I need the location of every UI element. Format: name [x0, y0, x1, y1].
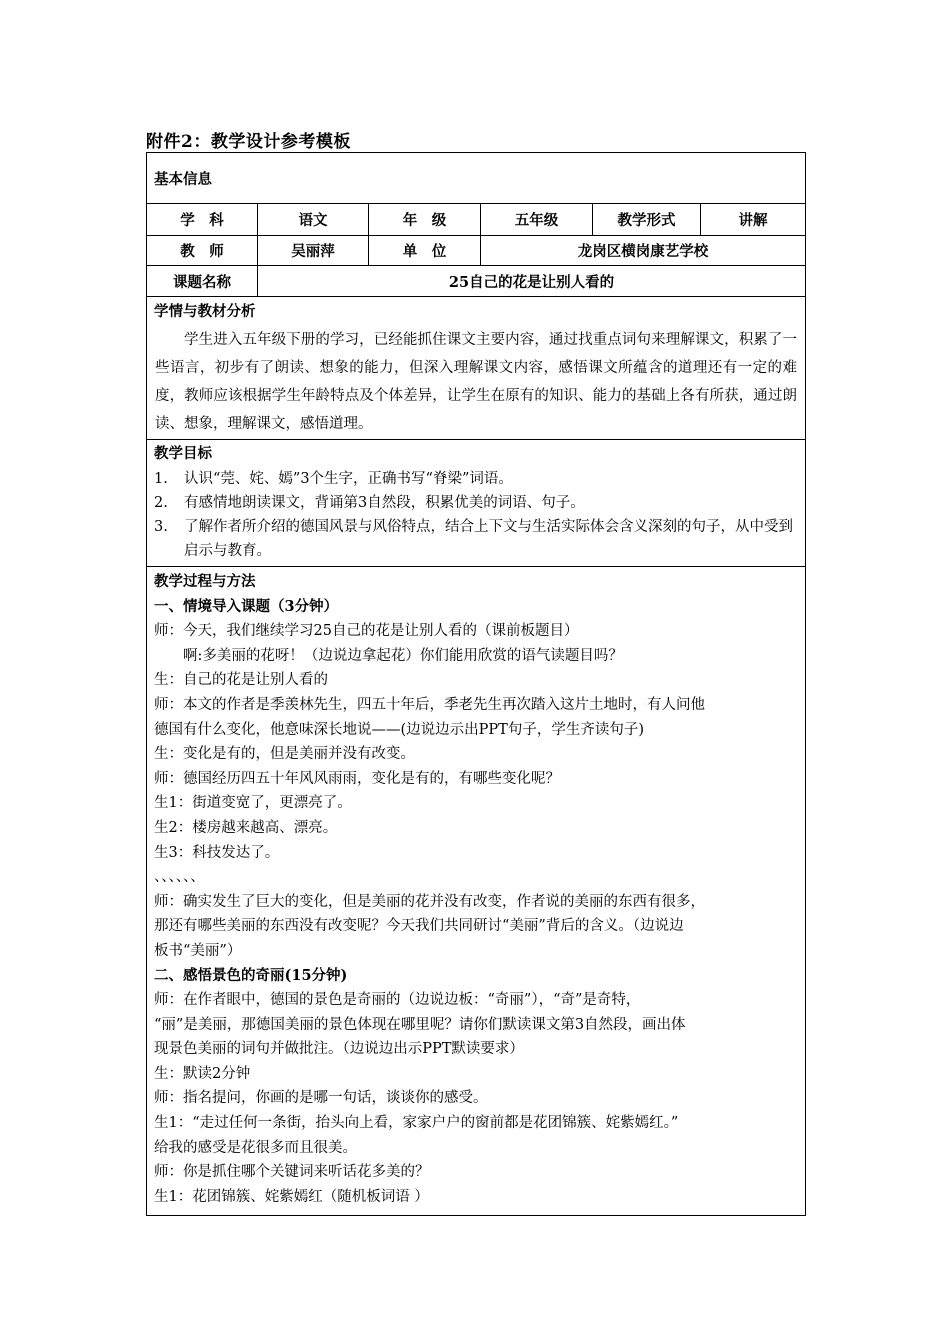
subject-value: 语文	[257, 204, 368, 235]
teacher-value: 吴丽萍	[257, 236, 368, 265]
objectives-heading: 教学目标	[154, 445, 212, 462]
grade-label: 年 级	[368, 204, 480, 235]
page-title: 附件2：教学设计参考模板	[146, 132, 351, 152]
process-line: 啊:多美丽的花呀！（边说边拿起花）你们能用欣赏的语气读题目吗？	[154, 647, 623, 664]
process-line: 生3：科技发达了。	[154, 844, 280, 861]
lesson-label: 课题名称	[173, 273, 231, 291]
objective-number: 3.	[154, 519, 168, 535]
objectives-section	[147, 439, 805, 566]
lesson-plan-table	[146, 152, 806, 1216]
process-line: 生2：楼房越来越高、漂亮。	[154, 819, 338, 836]
process-line: 生：默读2分钟	[154, 1065, 251, 1082]
objective-number: 2.	[154, 495, 168, 511]
process-subheading: 一、情境导入课题（3分钟）	[154, 597, 339, 615]
lesson-row	[147, 265, 805, 296]
form-label: 教学形式	[592, 204, 700, 235]
unit-label: 单 位	[368, 236, 480, 265]
process-line: 给我的感受是花很多而且很美。	[154, 1139, 357, 1156]
process-line: 德国有什么变化，他意味深长地说——(边说边示出PPT句子，学生齐读句子)	[154, 721, 644, 738]
process-section	[147, 566, 805, 1215]
unit-value: 龙岗区横岗康艺学校	[480, 236, 805, 265]
process-line: 生：变化是有的，但是美丽并没有改变。	[154, 746, 415, 763]
process-line: 师：今天，我们继续学习25自己的花是让别人看的（课前板题目）	[154, 623, 579, 640]
process-line: 现景色美丽的词句并做批注。（边说边出示PPT默读要求）	[154, 1041, 524, 1058]
basic-info-heading: 基本信息	[154, 170, 212, 188]
objective-item	[147, 467, 805, 491]
analysis-section	[147, 296, 805, 439]
process-line: 那还有哪些美丽的东西没有改变呢？今天我们共同研讨“美丽”背后的含义。（边说边	[154, 918, 684, 935]
objective-text: 有感情地朗读课文，背诵第3自然段，积累优美的词语、句子。	[184, 495, 585, 511]
subject-label: 学 科	[180, 212, 224, 229]
subject-row	[147, 203, 805, 235]
objectives-list	[147, 467, 805, 563]
process-subheading: 二、感悟景色的奇丽(15分钟)	[154, 966, 348, 984]
process-line: 生1：街道变宽了，更漂亮了。	[154, 795, 352, 812]
process-line: 、、、、、、	[154, 869, 205, 886]
basic-info-heading-row	[147, 153, 805, 203]
grade-value: 五年级	[480, 204, 592, 235]
analysis-heading: 学情与教材分析	[154, 303, 256, 320]
process-line: 师：指名提问，你画的是哪一句话，谈谈你的感受。	[154, 1090, 488, 1107]
process-heading: 教学过程与方法	[154, 573, 256, 590]
process-line: 生1：“走过任何一条街，抬头向上看，家家户户的窗前都是花团锦簇、姹紫嫣红。”	[154, 1115, 679, 1132]
objective-text: 认识“莞、姹、嫣”3个生字，正确书写“脊梁”词语。	[184, 471, 513, 487]
process-line: 师：你是抓住哪个关键词来听话花多美的？	[154, 1164, 430, 1181]
process-line: 师：在作者眼中，德国的景色是奇丽的（边说边板：“奇丽”），“奇”是奇特，	[154, 992, 641, 1009]
objective-item	[147, 491, 805, 515]
process-line: 生：自己的花是让别人看的	[154, 672, 328, 689]
form-value: 讲解	[700, 204, 805, 235]
process-line: 师：确实发生了巨大的变化，但是美丽的花并没有改变，作者说的美丽的东西有很多，	[154, 893, 705, 910]
teacher-label: 教 师	[180, 243, 224, 260]
process-line: 师：德国经历四五十年风风雨雨，变化是有的，有哪些变化呢？	[154, 770, 560, 787]
process-line: 师：本文的作者是季羡林先生，四五十年后，季老先生再次踏入这片土地时，有人问他	[154, 696, 705, 713]
process-line: “丽”是美丽，那德国美丽的景色体现在哪里呢？请你们默读课文第3自然段，画出体	[154, 1016, 686, 1033]
lesson-value: 25自己的花是让别人看的	[257, 266, 805, 296]
process-line: 板书“美丽”）	[154, 942, 242, 959]
objective-text: 了解作者所介绍的德国风景与风俗特点，结合上下文与生活实际体会含义深刻的句子，从中受到启示与教育。	[184, 519, 793, 559]
process-line: 生1：花团锦簇、姹紫嫣红（随机板词语 ）	[154, 1188, 429, 1205]
analysis-text: 学生进入五年级下册的学习，已经能抓住课文主要内容，通过找重点词句来理解课文，积累了一些语言，初步有了朗读、想象的能力，但深入理解课文内容，感悟课文所蕴含的道理还有一定的难度，教师应该根据学生年龄特点及个体差异，让学生在原有的知识、能力的基础上各有所获，通过朗读、想象，理解课文，感悟道理。	[155, 332, 797, 432]
objective-item	[147, 515, 805, 563]
objective-number: 1.	[154, 471, 168, 487]
teacher-row	[147, 235, 805, 265]
